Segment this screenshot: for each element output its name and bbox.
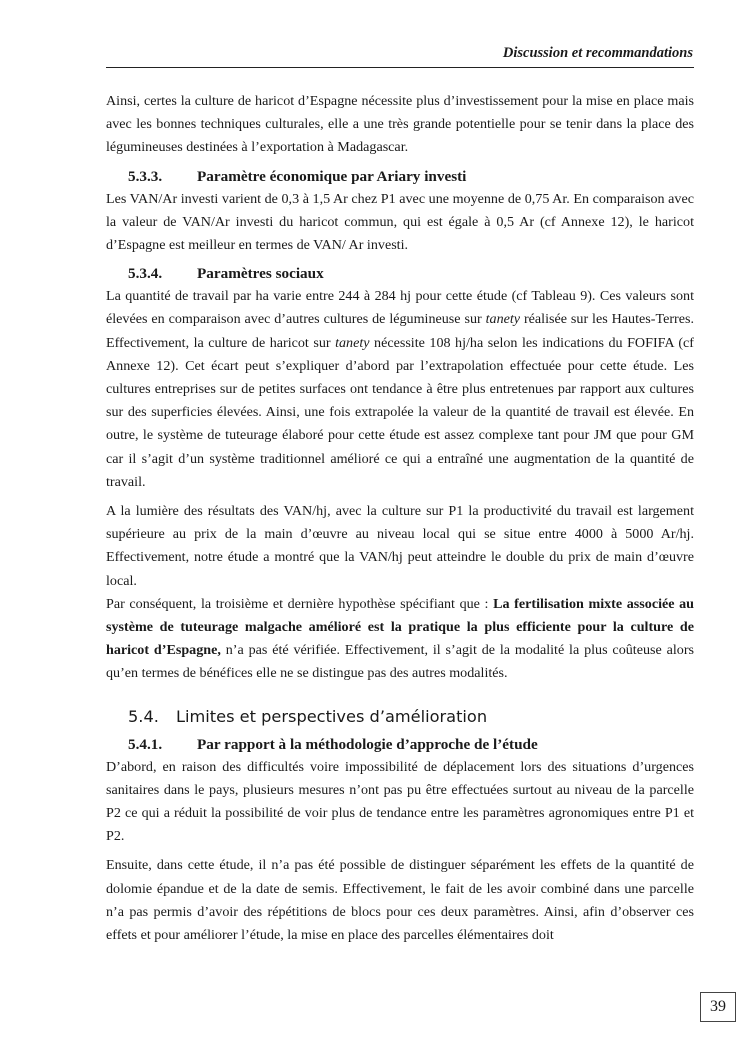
heading-title: Par rapport à la méthodologie d’approche de l’étude [197, 735, 538, 753]
paragraph-conclusion-hypothese [106, 593, 694, 686]
text-run: Par conséquent, la troisième et dernière hypothèse spécifiant que : [106, 595, 494, 612]
text-run: nécessite 108 hj/ha selon les indications du FOFIFA (cf Annexe 12). Cet écart peut s’expliquer d’abord par l’extrapolation effectuée pour cette étude. Les cultures entreprises sur de petites surfaces ont tendance à être plus entretenues par rapport aux cultures sur des superficies élevées. Ainsi, une fois extrapolée la valeur de la quantité de travail est élevée. En outre, le système de tuteurage élaboré pour cette étude est assez complexe tant pour JM que pour GM car il s’agit d’un système traditionnel amélioré ce qui a entraîné une augmentation de la quantité de travail. [106, 334, 694, 490]
header-title: Discussion et recommandations [502, 45, 693, 61]
header-rule [106, 67, 694, 68]
heading-5-4 [128, 704, 694, 730]
heading-5-3-4 [128, 263, 694, 285]
paragraph-van-hj: A la lumière des résultats des VAN/hj, avec la culture sur P1 la productivité du travail est largement supérieure au prix de la main d’œuvre au niveau local qui se situe entre 4000 à 5000 Ar/hj. Effectivement, notre étude a montré que la VAN/hj peut atteindre le double du prix de main d’œuvre local. [106, 503, 694, 589]
italic-term: tanety [485, 311, 521, 328]
heading-number: 5.3.3. [128, 167, 163, 185]
text-run: n’a pas été vérifiée. Effectivement, il s’agit de la modalité la plus coûteuse alors qu’en termes de bénéfices elle ne se distingue pas des autres modalités. [106, 642, 694, 682]
italic-term: tanety [335, 334, 370, 351]
heading-number: 5.4. [128, 706, 159, 726]
heading-number: 5.3.4. [128, 265, 163, 283]
page-number: 39 [700, 992, 736, 1022]
paragraph-methodologie: D’abord, en raison des difficultés voire impossibilité de déplacement lors des situations d’urgences sanitaires dans le pays, plusieurs mesures n’ont pas pu être effectuées surtout au niveau de la parcelle P2 ce qui a réduit la possibilité de voir plus de tendance entre les paramètres agronomiques entre P1 et P2. [106, 758, 694, 845]
paragraph-intro: Ainsi, certes la culture de haricot d’Espagne nécessite plus d’investissement pour la mise en place mais avec les bonnes techniques culturales, elle a une très grande potentielle pour se tenir dans la place des légumineuses destinées à l’exportation à Madagascar. [106, 93, 694, 156]
heading-title: Paramètres sociaux [197, 265, 324, 283]
heading-title: Paramètre économique par Ariary investi [197, 167, 467, 185]
paragraph-ensuite: Ensuite, dans cette étude, il n’a pas été possible de distinguer séparément les effets de la quantité de dolomie épandue et de la date de semis. Effectivement, le fait de les avoir combiné dans une parcelle n’a pas permis d’avoir des répétitions de blocs pour ces deux paramètres. Ainsi, afin d’observer ces effets et pour améliorer l’étude, la mise en place des parcelles élémentaires doit [106, 857, 694, 944]
heading-title: Limites et perspectives d’amélioration [176, 706, 488, 726]
text-run: réalisée sur les Hautes-Terres. Effectivement, la culture de haricot sur [106, 311, 694, 351]
paragraph-van-ar-investi: Les VAN/Ar investi varient de 0,3 à 1,5 Ar chez P1 avec une moyenne de 0,75 Ar. En comparaison avec la valeur de VAN/Ar investi du haricot commun, qui est égale à 0,5 Ar (cf Annexe 12), le haricot d’Espagne est meilleur en termes de VAN/ Ar investi. [106, 190, 694, 254]
heading-number: 5.4.1. [128, 735, 163, 753]
paragraph-parametres-sociaux [106, 285, 694, 494]
bold-hypothesis: La fertilisation mixte associée au système de tuteurage malgache amélioré est la pratique la plus efficiente pour la culture de haricot d’Espagne, [106, 595, 695, 659]
page-body [106, 90, 694, 953]
heading-5-3-3 [128, 166, 694, 188]
heading-5-4-1 [128, 734, 694, 756]
text-run: La quantité de travail par ha varie entre 244 à 284 hj pour cette étude (cf Tableau 9). Ces valeurs sont élevées en comparaison avec d’autres cultures de légumineuse sur [106, 288, 694, 328]
